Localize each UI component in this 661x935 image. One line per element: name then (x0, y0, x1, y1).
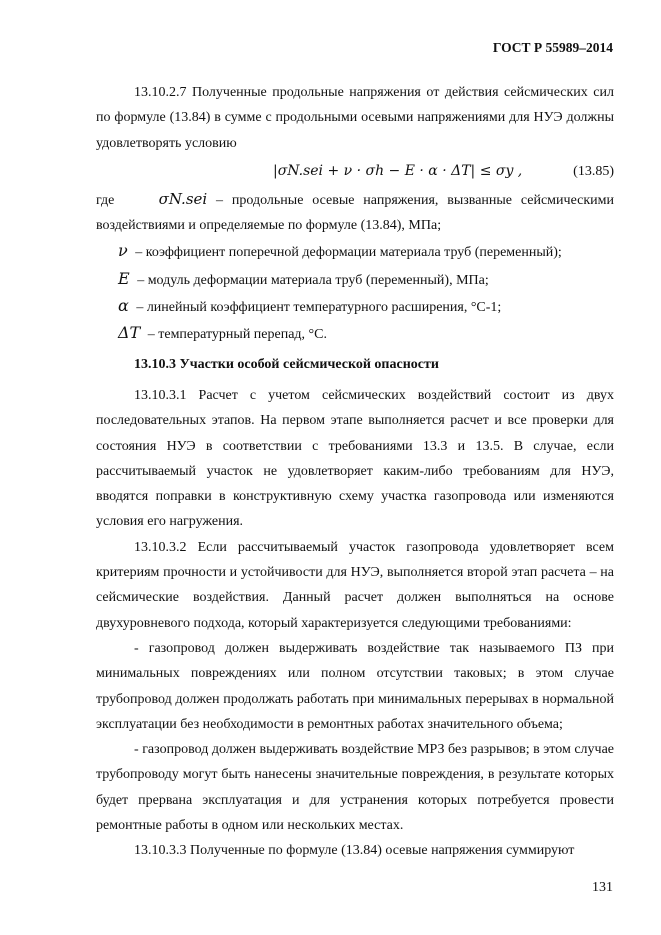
where-lead: где (96, 192, 115, 208)
symbol-nu: ν (118, 241, 128, 261)
paragraph-13-10-3-3: 13.10.3.3 Полученные по формуле (13.84) осевые напряжения суммируют (134, 843, 575, 859)
page-number: 131 (592, 880, 613, 895)
symbol-alpha: α (118, 296, 129, 316)
body-text (96, 80, 614, 864)
definition-delta-t (96, 320, 614, 347)
definition-nu (96, 238, 614, 265)
where-first-definition (96, 187, 614, 239)
list-item: - газопровод должен выдерживать воздействие так называемого ПЗ при минимальных повреждениях или полном отсутствии таковых; в этом случае трубопровод должен продолжать работать при минимальных перерывах в нормальной эксплуатации без необходимости в ремонтных работах значительного объема; (96, 640, 614, 732)
list-item: - газопровод должен выдерживать воздействие МРЗ без разрывов; в этом случае трубопроводу могут быть нанесены значительные повреждения, в результате которых будет прервана эксплуатация и для устранения которых потребуется провести ремонтные работы в одном или нескольких местах. (96, 742, 614, 834)
paragraph-13-10-3-2: 13.10.3.2 Если рассчитываемый участок газопровода удовлетворяет всем критериям прочности и устойчивости для НУЭ, выполняется второй этап расчета – на сейсмические воздействия. Данный расчет должен выполняться на основе двухуровневого подхода, который характеризуется следующими требованиями: (96, 539, 614, 631)
definition-text: – модуль деформации материала труб (переменный), МПа; (133, 272, 489, 288)
paragraph-13-10-2-7: 13.10.2.7 Полученные продольные напряжения от действия сейсмических сил по формуле (13.84) в сумме с продольными осевыми напряжениями для НУЭ должны удовлетворять условию (96, 85, 614, 151)
formula-expression: |σN.sei + ν · σh − E · α · ΔT| ≤ σy , (273, 162, 523, 179)
formula-13-85 (96, 156, 614, 187)
definition-alpha (96, 293, 614, 320)
definition-text: – линейный коэффициент температурного расширения, °С-1; (132, 300, 502, 316)
symbol-e: E (118, 268, 130, 288)
standard-header: ГОСТ Р 55989–2014 (492, 40, 613, 55)
definition-e (96, 266, 614, 293)
symbol-delta-t: ΔT (118, 323, 141, 343)
symbol-sigma-n-sei: σN.sei (158, 189, 208, 208)
definition-text: – коэффициент поперечной деформации материала труб (переменный); (131, 245, 562, 261)
formula-number: (13.85) (573, 163, 614, 179)
definition-text: – продольные осевые напряжения, вызванные сейсмическими воздействиями и определяемые по формуле (13.84), МПа; (96, 192, 614, 234)
paragraph-13-10-3-1: 13.10.3.1 Расчет с учетом сейсмических воздействий состоит из двух последовательных этапов. На первом этапе выполняется расчет и все проверки для состояния НУЭ в соответствии с требованиями 13.3 и 13.5. В случае, если рассчитываемый участок не удовлетворяет каким-либо требованиям для НУЭ, вводятся поправки в конструктивную схему участка газопровода или изменяются условия его нагружения. (96, 387, 614, 530)
section-heading-13-10-3: 13.10.3 Участки особой сейсмической опасности (134, 356, 439, 372)
definition-text: – температурный перепад, °С. (144, 327, 327, 343)
